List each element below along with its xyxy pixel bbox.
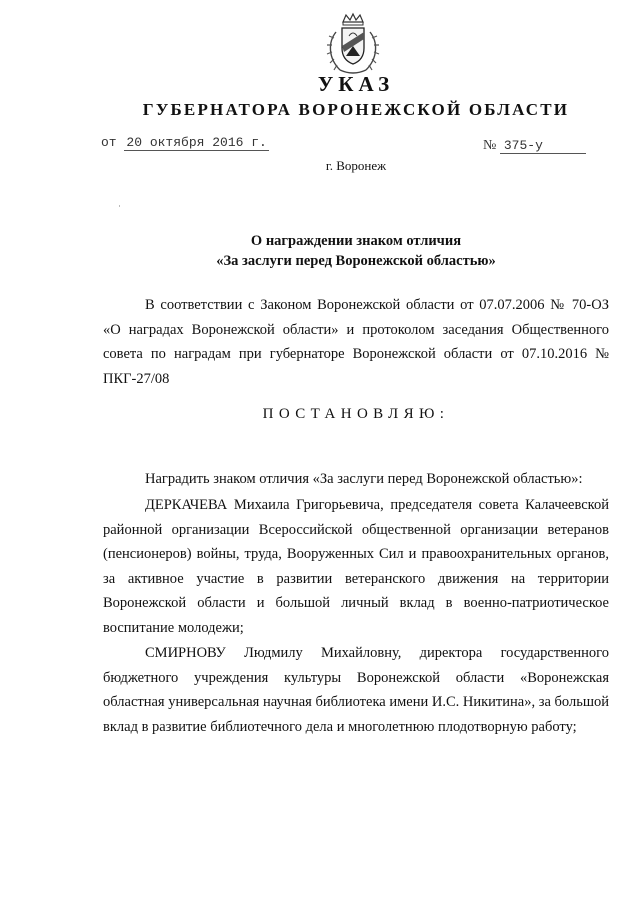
subject-line-1: О награждении знаком отличия (250, 233, 462, 249)
document-date-line (101, 135, 269, 151)
document-date: 20 октября 2016 г. (126, 135, 267, 150)
preamble-paragraph: В соответствии с Законом Воронежской области от 07.07.2006 № 70-ОЗ «О наградах Воронежской области» и протоколом заседания Общественного совета по наградам при губернаторе Воронежской области от 07.10.2016 № ПКГ-27/08 (103, 297, 609, 387)
award-paragraph-1: ДЕРКАЧЕВА Михаила Григорьевича, председателя совета Калачеевской районной организации Всероссийской общественной организации ветеранов (пенсионеров) войны, труда, Вооруженных Сил и правоохранительных органов, за активное участие в развитии ветеранского движения на территории Воронежской области и большой личный вклад в военно-патриотическое воспитание молодежи; (103, 497, 609, 636)
subject-line-2: «За заслуги перед Воронежской областью» (216, 253, 496, 269)
decree-word: ПОСТАНОВЛЯЮ: (262, 406, 450, 422)
document-city: г. Воронеж (325, 158, 387, 173)
document-number: 375-у (500, 138, 586, 154)
award-intro-paragraph: Наградить знаком отличия «За заслуги перед Воронежской областью»: (145, 471, 583, 487)
date-prefix: от (101, 135, 117, 150)
document-subject (0, 231, 640, 271)
document-issuer: ГУБЕРНАТОРА ВОРОНЕЖСКОЙ ОБЛАСТИ (142, 100, 570, 119)
document-title: УКАЗ (317, 72, 395, 96)
document-number-line (483, 138, 586, 154)
margin-mark (119, 205, 120, 207)
number-prefix: № (483, 138, 497, 153)
award-paragraph-2: СМИРНОВУ Людмилу Михайловну, директора государственного бюджетного учреждения культуры Воронежской области «Воронежская областная универсальная научная библиотека имени И.С. Никитина», за большой вклад в развитие библиотечного дела и многолетнюю плодотворную работу; (103, 645, 609, 735)
coat-of-arms-icon (322, 12, 384, 78)
